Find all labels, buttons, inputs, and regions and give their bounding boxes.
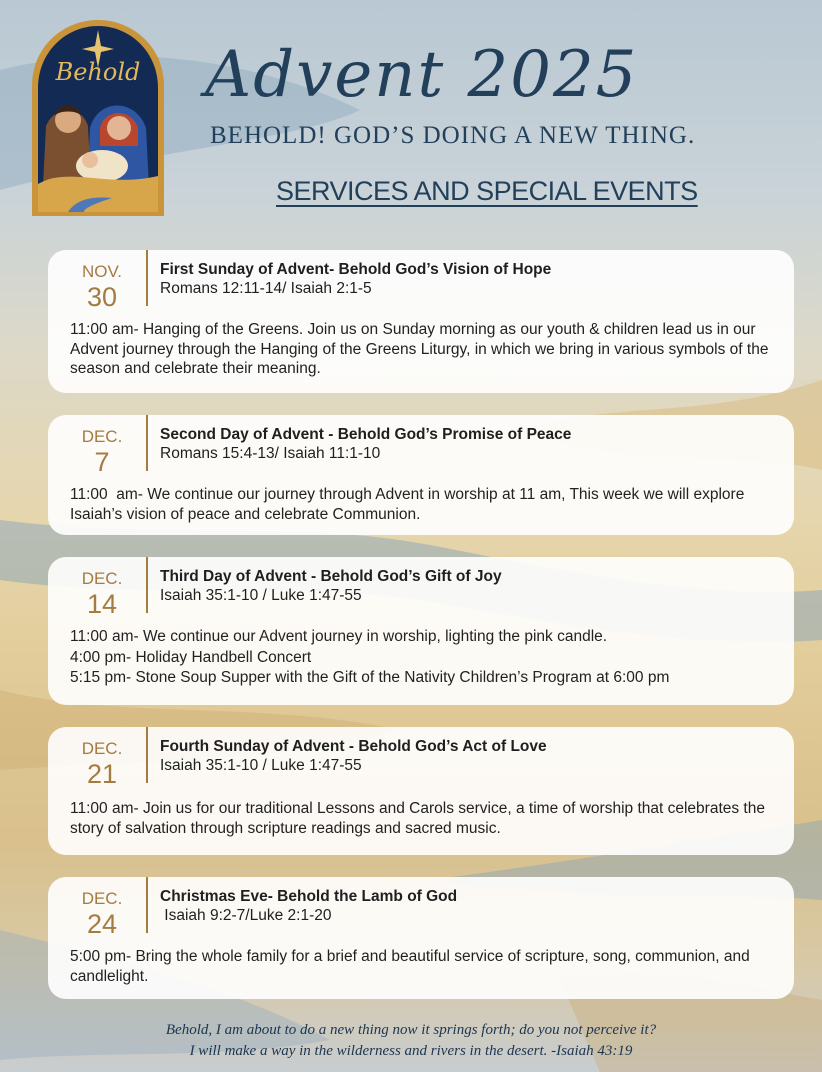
event-month: NOV. <box>81 262 122 281</box>
event-verse: Isaiah 35:1-10 / Luke 1:47-55 <box>160 757 362 774</box>
event-details <box>70 947 780 986</box>
page-title: Advent 2025 <box>205 38 639 112</box>
event-date <box>70 889 134 939</box>
event-title: Christmas Eve- Behold the Lamb of God <box>160 888 458 905</box>
event-title: Third Day of Advent - Behold God’s Gift of Joy <box>160 568 502 585</box>
event-verse: Romans 12:11-14/ Isaiah 2:1-5 <box>160 280 372 297</box>
event-day: 24 <box>86 909 118 939</box>
event-date <box>70 569 134 619</box>
event-day: 14 <box>86 589 118 619</box>
event-card-dec-21 <box>48 727 794 855</box>
nativity-logo <box>28 16 168 220</box>
scripture-footer <box>0 1020 822 1062</box>
tagline: BEHOLD! GOD’S DOING A NEW THING. <box>210 122 696 149</box>
event-title: Fourth Sunday of Advent - Behold God’s Act of Love <box>160 738 547 755</box>
event-detail-line: 5:00 pm- Bring the whole family for a brief and beautiful service of scripture, song, communion, and candlelight. <box>70 948 755 985</box>
event-month: DEC. <box>81 569 123 588</box>
event-verse: Isaiah 35:1-10 / Luke 1:47-55 <box>160 587 362 604</box>
event-date <box>70 262 134 312</box>
event-verse: Isaiah 9:2-7/Luke 2:1-20 <box>160 907 332 924</box>
event-details <box>70 485 780 524</box>
event-title: First Sunday of Advent- Behold God’s Vision of Hope <box>160 261 552 278</box>
event-month: DEC. <box>81 889 123 908</box>
event-day: 7 <box>94 447 110 477</box>
event-month: DEC. <box>81 739 123 758</box>
event-title: Second Day of Advent - Behold God’s Promise of Peace <box>160 426 572 443</box>
event-card-nov-30 <box>48 250 794 393</box>
date-divider <box>146 250 148 306</box>
event-card-dec-24 <box>48 877 794 999</box>
footer-line-1: Behold, I am about to do a new thing now it springs forth; do you not perceive it? <box>165 1022 657 1038</box>
event-verse: Romans 15:4-13/ Isaiah 11:1-10 <box>160 445 381 462</box>
logo-text: Behold <box>55 58 141 86</box>
event-card-dec-14 <box>48 557 794 705</box>
footer-line-2: I will make a way in the wilderness and rivers in the desert. -Isaiah 43:19 <box>189 1043 633 1059</box>
event-detail-line: 4:00 pm- Holiday Handbell Concert <box>70 648 312 666</box>
event-detail-line: 11:00 am- We continue our journey through Advent in worship at 11 am, This week we will explore Isaiah’s vision of peace and celebrate Communion. <box>70 486 749 523</box>
event-details <box>70 320 780 379</box>
event-details <box>70 627 780 689</box>
date-divider <box>146 557 148 613</box>
event-day: 21 <box>86 759 118 789</box>
section-heading: SERVICES AND SPECIAL EVENTS <box>276 176 698 206</box>
event-date <box>70 427 134 477</box>
event-month: DEC. <box>81 427 123 446</box>
event-card-dec-7 <box>48 415 794 535</box>
date-divider <box>146 415 148 471</box>
event-detail-line: 11:00 am- Join us for our traditional Lessons and Carols service, a time of worship that celebrates the story of salvation through scripture readings and sacred music. <box>70 800 770 837</box>
date-divider <box>146 877 148 933</box>
event-detail-line: 5:15 pm- Stone Soup Supper with the Gift of the Nativity Children’s Program at 6:00 pm <box>70 669 670 686</box>
event-detail-line: 11:00 am- We continue our Advent journey in worship, lighting the pink candle. <box>70 628 608 645</box>
date-divider <box>146 727 148 783</box>
event-detail-line: 11:00 am- Hanging of the Greens. Join us on Sunday morning as our youth & children lead us in our Advent journey through the Hanging of the Greens Liturgy, in which we bring in various symbols of the season and celebrate their meaning. <box>70 321 773 377</box>
event-date <box>70 739 134 789</box>
event-details <box>70 799 780 838</box>
event-day: 30 <box>86 282 118 312</box>
